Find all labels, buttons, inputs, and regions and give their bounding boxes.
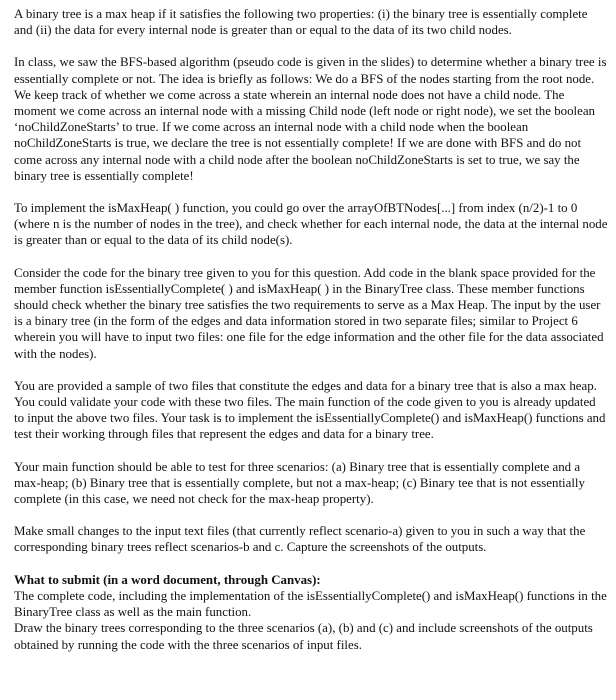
submission-heading: What to submit (in a word document, through Canvas):	[14, 572, 321, 587]
paragraph-code-task: Consider the code for the binary tree given to you for this question. Add code in the blank space provided for the member function isEssentiallyComplete( ) and isMaxHeap( ) in the BinaryTree class. These member functions should check whether the binary tree satisfies the two requirements to serve as a Max Heap. The input by the user is a binary tree (in the form of the edges and data information stored in two separate files; similar to Project 6 wherein you will have to input two files: one file for the edge information and the other file for the data associated with the nodes).	[14, 265, 604, 361]
paragraph-modify-inputs: Make small changes to the input text files (that currently reflect scenario-a) given to you in such a way that the corresponding binary trees reflect scenarios-b and c. Capture the screenshots of the outputs.	[14, 524, 586, 555]
assignment-document	[14, 6, 608, 653]
paragraph-max-heap-definition: A binary tree is a max heap if it satisfies the following two properties: (i) the binary tree is essentially complete and (ii) the data for every internal node is greater than or equal to the data of its two child nodes.	[14, 7, 588, 38]
submission-drawing-requirement: Draw the binary trees corresponding to the three scenarios (a), (b) and (c) and include screenshots of the outputs obtained by running the code with the three scenarios of input files.	[14, 621, 593, 652]
paragraph-bfs-algorithm: In class, we saw the BFS-based algorithm (pseudo code is given in the slides) to determine whether a binary tree is essentially complete or not. The idea is briefly as follows: We do a BFS of the nodes starting from the root node. We keep track of whether we come across a state wherein an internal node does not have a child node. The moment we come across an internal node with a missing Child node (left node or right node), we set the boolean ‘noChildZoneStarts’ to true. If we come across an internal node with a child node when the boolean noChildZoneStarts is true, we declare the tree is not essentially complete! If we are done with BFS and do not come across any internal node with a child node after the boolean noChildZoneStarts is set to true, we say the binary tree is essentially complete!	[14, 55, 607, 183]
paragraph-sample-files: You are provided a sample of two files that constitute the edges and data for a binary tree that is also a max heap. You could validate your code with these two files. The main function of the code given to you is already updated to input the above two files. Your task is to implement the isEssentiallyComplete() and isMaxHeap() functions and test their working through files that represent the edges and data for a binary tree.	[14, 378, 606, 442]
paragraph-test-scenarios: Your main function should be able to test for three scenarios: (a) Binary tree that is essentially complete and a max-heap; (b) Binary tree that is essentially complete, but not a max-heap; (c) Binary tee that is not essentially complete (in this case, we need not check for the max-heap property).	[14, 459, 585, 507]
submission-code-requirement: The complete code, including the implementation of the isEssentiallyComplete() and isMaxHeap() functions in the BinaryTree class as well as the main function.	[14, 588, 607, 620]
submission-section	[14, 572, 608, 653]
paragraph-ismaxheap-implementation: To implement the isMaxHeap( ) function, you could go over the arrayOfBTNodes[...] from index (n/2)-1 to 0 (where n is the number of nodes in the tree), and check whether for each internal node, the data at the internal node is greater than or equal to the data of its child node(s).	[14, 201, 608, 248]
